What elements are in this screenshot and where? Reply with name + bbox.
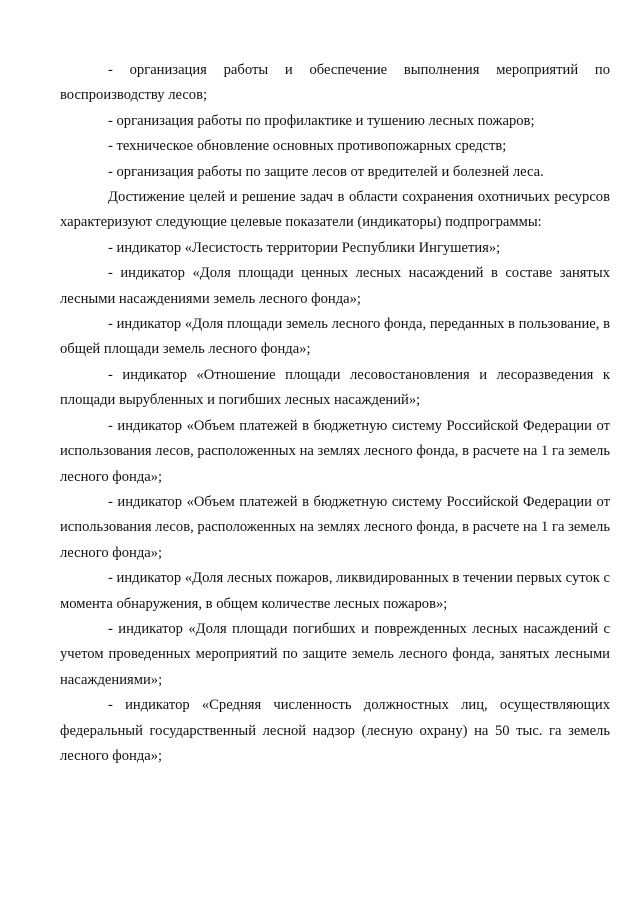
bullet-paragraph: - техническое обновление основных противопожарных средств; — [108, 138, 507, 155]
indicator-paragraph: - индикатор «Объем платежей в бюджетную систему Российской Федерации от использования лесов, расположенных на землях лесного фонда, в расчете на 1 га земель лесного фонда»; — [60, 493, 610, 561]
indicator-paragraph: - индикатор «Лесистость территории Республики Ингушетия»; — [108, 239, 501, 256]
bullet-paragraph: - организация работы по профилактике и тушению лесных пожаров; — [108, 112, 535, 129]
indicator-paragraph: - индикатор «Средняя численность должностных лиц, осуществляющих федеральный государственный лесной надзор (лесную охрану) на 50 тыс. га земель лесного фонда»; — [60, 697, 610, 764]
document-body — [60, 58, 610, 769]
bullet-paragraph: - организация работы и обеспечение выполнения мероприятий по воспроизводству лесов; — [60, 62, 610, 104]
indicator-paragraph: - индикатор «Доля лесных пожаров, ликвидированных в течении первых суток с момента обнаружения, в общем количестве лесных пожаров»; — [60, 570, 610, 612]
indicator-paragraph: - индикатор «Доля площади ценных лесных насаждений в составе занятых лесными насаждениями земель лесного фонда»; — [60, 265, 610, 307]
intro-paragraph: Достижение целей и решение задач в области сохранения охотничьих ресурсов характеризуют следующие целевые показатели (индикаторы) подпрограммы: — [60, 189, 610, 231]
bullet-paragraph: - организация работы по защите лесов от вредителей и болезней леса. — [108, 163, 544, 180]
indicator-paragraph: - индикатор «Доля площади погибших и поврежденных лесных насаждений с учетом проведенных мероприятий по защите земель лесного фонда, занятых лесными насаждениями»; — [60, 620, 610, 688]
indicator-paragraph: - индикатор «Отношение площади лесовостановления и лесоразведения к площади вырубленных и погибших лесных насаждений»; — [60, 366, 610, 409]
indicator-paragraph: - индикатор «Доля площади земель лесного фонда, переданных в пользование, в общей площади земель лесного фонда»; — [60, 316, 610, 358]
indicator-paragraph: - индикатор «Объем платежей в бюджетную систему Российской Федерации от использования лесов, расположенных на землях лесного фонда, в расчете на 1 га земель лесного фонда»; — [60, 417, 610, 485]
